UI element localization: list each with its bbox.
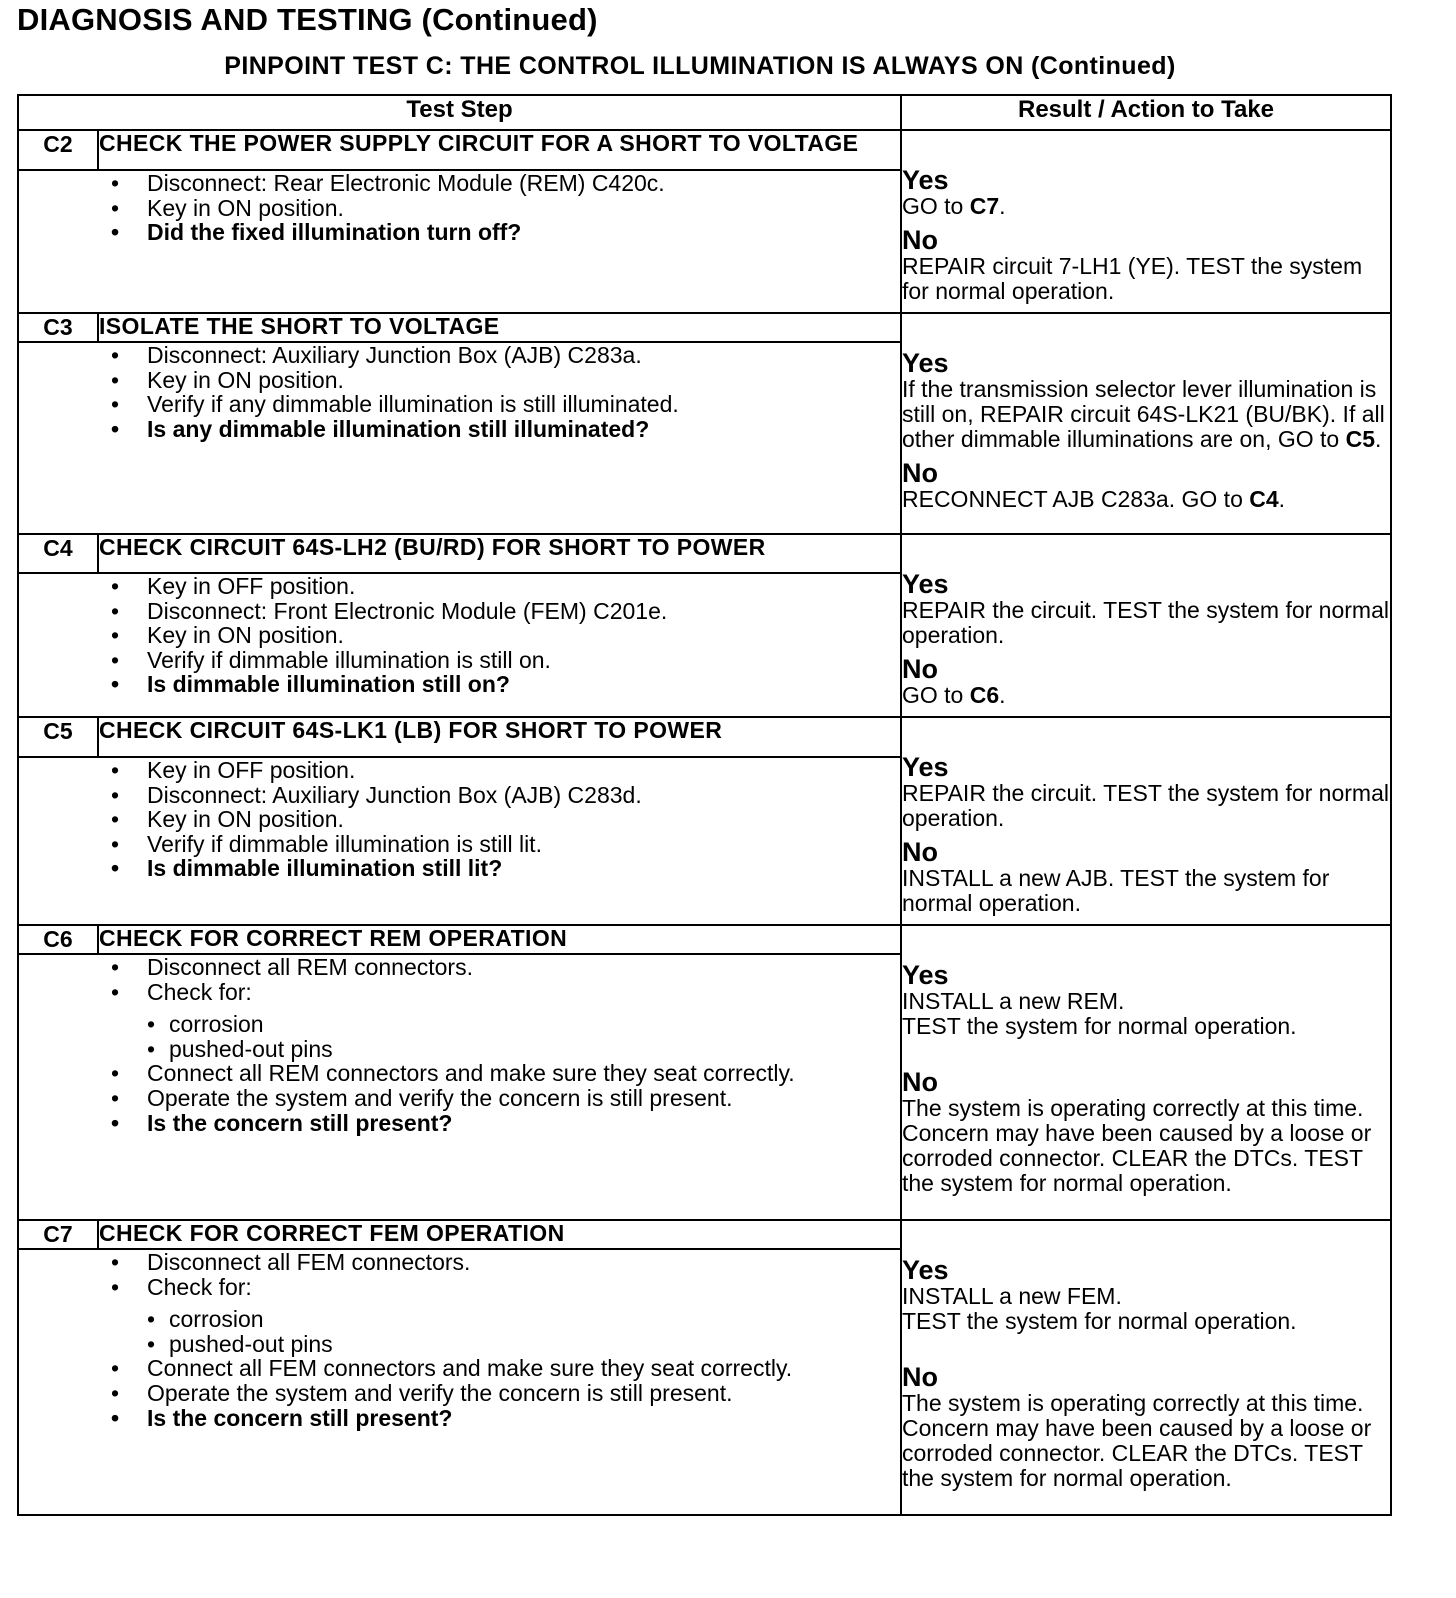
instruction-list: [19, 574, 900, 697]
yes-text: INSTALL a new REM.: [902, 988, 1125, 1014]
page-title: DIAGNOSIS AND TESTING (Continued): [17, 2, 598, 37]
result-yes: [902, 350, 1390, 452]
no-action: [902, 254, 1390, 304]
step-result: [901, 1220, 1391, 1515]
sub-bullet: [19, 1012, 900, 1037]
bullet-icon: •: [111, 1273, 120, 1300]
bullet-icon: •: [111, 366, 120, 393]
step-row-c3: [18, 313, 1391, 342]
result-yes: [902, 1257, 1390, 1334]
bullet-icon: •: [111, 597, 120, 624]
bullet-text: Check for:: [147, 978, 252, 1005]
bullet-icon: •: [111, 1404, 120, 1431]
step-instructions: [18, 573, 901, 717]
step-bullet: [19, 955, 900, 980]
no-action: [902, 1096, 1390, 1196]
step-instructions: [18, 342, 901, 534]
step-instructions: [18, 1249, 901, 1515]
yes-label: Yes: [902, 1255, 949, 1285]
step-title: CHECK FOR CORRECT REM OPERATION: [98, 925, 901, 954]
result-no: [902, 227, 1390, 304]
bullet-icon: •: [147, 1330, 156, 1357]
step-bullet: [19, 343, 900, 368]
bullet-text: Is any dimmable illumination still illuminated?: [147, 415, 650, 442]
instruction-list: [19, 955, 900, 1135]
sub-bullet-text: corrosion: [169, 1011, 264, 1038]
bullet-text: Is the concern still present?: [147, 1404, 453, 1431]
step-instructions: [18, 170, 901, 313]
bullet-icon: •: [111, 781, 120, 808]
step-bullet: [19, 1381, 900, 1406]
no-after: .: [1278, 486, 1286, 512]
step-instructions: [18, 954, 901, 1220]
result-yes: [902, 962, 1390, 1039]
bullet-text: Key in ON position.: [147, 806, 344, 833]
step-bullet: [19, 980, 900, 1005]
header-result-action: Result / Action to Take: [901, 95, 1391, 130]
step-bullet: [19, 832, 900, 857]
result-yes: [902, 167, 1390, 219]
bullet-icon: •: [111, 415, 120, 442]
bullet-text: Operate the system and verify the concern is still present.: [147, 1084, 733, 1111]
instruction-list: [19, 758, 900, 881]
yes-label: Yes: [902, 569, 949, 599]
step-bullet: [19, 758, 900, 783]
bullet-icon: •: [111, 855, 120, 882]
sub-bullet-text: pushed-out pins: [169, 1330, 333, 1357]
bullet-text: Disconnect: Rear Electronic Module (REM) C420c.: [147, 170, 665, 196]
no-action: [902, 487, 1390, 512]
no-text: The system is operating correctly at this time. Concern may have been caused by a loose or corroded connector. CLEAR the DTCs. TEST the system for normal operation.: [902, 1095, 1372, 1196]
sub-list-wrapper: [19, 1012, 900, 1061]
bullet-icon: •: [111, 1355, 120, 1382]
yes-text: REPAIR the circuit. TEST the system for normal operation.: [902, 780, 1389, 831]
step-id: C2: [18, 130, 98, 170]
instruction-list: [19, 1250, 900, 1430]
bullet-text: Operate the system and verify the concern is still present.: [147, 1379, 733, 1406]
bullet-icon: •: [111, 194, 120, 221]
step-row-c7: [18, 1220, 1391, 1249]
step-bullet: [19, 574, 900, 599]
step-bullet: [19, 807, 900, 832]
no-text: The system is operating correctly at this time. Concern may have been caused by a loose or corroded connector. CLEAR the DTCs. TEST the system for normal operation.: [902, 1390, 1372, 1491]
bullet-text: Is dimmable illumination still on?: [147, 671, 510, 698]
yes-label: Yes: [902, 165, 949, 195]
sub-bullet-list: [19, 1307, 900, 1356]
bullet-text: Check for:: [147, 1273, 252, 1300]
step-bullet: [19, 1406, 900, 1431]
yes-label: Yes: [902, 752, 949, 782]
no-after: .: [999, 682, 1006, 708]
no-label: No: [902, 225, 938, 255]
step-title: CHECK FOR CORRECT FEM OPERATION: [98, 1220, 901, 1249]
result-spacer: [902, 314, 1390, 350]
instruction-list: [19, 171, 900, 245]
step-row-c4: [18, 534, 1391, 573]
yes-step-ref: C5: [1345, 426, 1375, 452]
no-step-ref: C4: [1249, 486, 1279, 512]
step-bullet: [19, 623, 900, 648]
step-bullet: [19, 1275, 900, 1300]
step-bullet: [19, 1061, 900, 1086]
step-bullet: [19, 672, 900, 697]
step-row-c6: [18, 925, 1391, 954]
step-result: [901, 130, 1391, 313]
no-label: No: [902, 1362, 938, 1392]
yes-label: Yes: [902, 348, 949, 378]
yes-step-ref: C7: [969, 193, 1000, 219]
bullet-icon: •: [111, 170, 120, 196]
bullet-icon: •: [111, 622, 120, 649]
bullet-icon: •: [111, 573, 120, 599]
step-bullet: [19, 220, 900, 245]
yes-text-2: TEST the system for normal operation.: [902, 1013, 1297, 1039]
result-no: [902, 1069, 1390, 1196]
result-no: [902, 839, 1390, 916]
no-label: No: [902, 1067, 938, 1097]
yes-action: [902, 598, 1390, 648]
no-label: No: [902, 458, 938, 488]
step-result: [901, 534, 1391, 717]
instruction-list: [19, 343, 900, 441]
no-text: RECONNECT AJB C283a. GO to: [902, 486, 1250, 512]
step-title: CHECK CIRCUIT 64S-LK1 (LB) FOR SHORT TO POWER: [98, 717, 901, 757]
step-bullet: [19, 856, 900, 881]
step-row-c5: [18, 717, 1391, 757]
yes-text-2: TEST the system for normal operation.: [902, 1308, 1297, 1334]
step-bullet: [19, 1111, 900, 1136]
pinpoint-test-table: [17, 94, 1392, 1516]
result-no: [902, 1364, 1390, 1491]
bullet-icon: •: [111, 1109, 120, 1136]
step-bullet: [19, 1250, 900, 1275]
yes-text: REPAIR the circuit. TEST the system for normal operation.: [902, 597, 1389, 648]
pinpoint-test-title: PINPOINT TEST C: THE CONTROL ILLUMINATION IS ALWAYS ON (Continued): [224, 52, 1176, 80]
bullet-text: Key in ON position.: [147, 622, 344, 649]
bullet-text: Connect all FEM connectors and make sure they seat correctly.: [147, 1355, 793, 1382]
bullet-icon: •: [111, 391, 120, 418]
result-spacer: [902, 131, 1390, 167]
step-result: [901, 717, 1391, 925]
step-id: C7: [18, 1220, 98, 1249]
yes-after: .: [1375, 426, 1382, 452]
result-no: [902, 460, 1390, 512]
sub-bullet: [19, 1037, 900, 1062]
bullet-icon: •: [147, 1011, 156, 1038]
bullet-icon: •: [111, 830, 120, 857]
no-label: No: [902, 837, 938, 867]
bullet-text: Disconnect: Auxiliary Junction Box (AJB) C283d.: [147, 781, 642, 808]
step-title: CHECK THE POWER SUPPLY CIRCUIT FOR A SHORT TO VOLTAGE: [98, 130, 901, 170]
bullet-text: Is dimmable illumination still lit?: [147, 855, 503, 882]
step-bullet: [19, 783, 900, 808]
bullet-icon: •: [111, 1379, 120, 1406]
sub-bullet-text: pushed-out pins: [169, 1035, 333, 1062]
sub-bullet: [19, 1307, 900, 1332]
yes-after: .: [999, 193, 1006, 219]
step-bullet: [19, 599, 900, 624]
step-id: C6: [18, 925, 98, 954]
result-spacer: [902, 926, 1390, 962]
sub-bullet-list: [19, 1012, 900, 1061]
step-row-c2: [18, 130, 1391, 170]
bullet-text: Disconnect: Front Electronic Module (FEM) C201e.: [147, 597, 668, 624]
bullet-text: Did the fixed illumination turn off?: [147, 219, 522, 246]
bullet-icon: •: [111, 806, 120, 833]
result-spacer: [902, 718, 1390, 754]
yes-label: Yes: [902, 960, 949, 990]
bullet-text: Verify if dimmable illumination is still lit.: [147, 830, 542, 857]
step-instructions: [18, 757, 901, 925]
yes-action: [902, 377, 1390, 452]
bullet-icon: •: [111, 1249, 120, 1275]
bullet-icon: •: [111, 1084, 120, 1111]
yes-text: If the transmission selector lever illumination is still on, REPAIR circuit 64S-LK21 (BU/BK). If all other dimmable illuminations are on, GO to: [902, 376, 1385, 452]
step-id: C3: [18, 313, 98, 342]
step-id: C4: [18, 534, 98, 573]
step-bullet: [19, 1086, 900, 1111]
bullet-text: Disconnect: Auxiliary Junction Box (AJB) C283a.: [147, 342, 642, 368]
step-bullet: [19, 171, 900, 196]
step-bullet: [19, 368, 900, 393]
result-spacer: [902, 1221, 1390, 1257]
no-action: [902, 683, 1390, 708]
bullet-text: Disconnect all REM connectors.: [147, 954, 473, 980]
step-bullet: [19, 392, 900, 417]
no-text: INSTALL a new AJB. TEST the system for normal operation.: [902, 865, 1330, 916]
no-text: GO to: [902, 682, 970, 708]
bullet-text: Verify if any dimmable illumination is still illuminated.: [147, 391, 679, 418]
bullet-icon: •: [111, 671, 120, 698]
step-bullet: [19, 1356, 900, 1381]
bullet-icon: •: [111, 219, 120, 246]
step-result: [901, 313, 1391, 534]
sub-bullet-text: corrosion: [169, 1306, 264, 1333]
bullet-text: Key in OFF position.: [147, 757, 356, 783]
yes-action: [902, 1284, 1390, 1309]
bullet-text: Verify if dimmable illumination is still on.: [147, 646, 551, 673]
yes-action: [902, 989, 1390, 1014]
yes-text: GO to: [902, 193, 970, 219]
header-test-step: Test Step: [18, 95, 901, 130]
bullet-text: Key in ON position.: [147, 366, 344, 393]
no-step-ref: C6: [969, 682, 1000, 708]
bullet-text: Connect all REM connectors and make sure they seat correctly.: [147, 1060, 795, 1087]
step-id: C5: [18, 717, 98, 757]
bullet-icon: •: [111, 342, 120, 368]
step-title: CHECK CIRCUIT 64S-LH2 (BU/RD) FOR SHORT TO POWER: [98, 534, 901, 573]
bullet-icon: •: [111, 646, 120, 673]
no-action: [902, 866, 1390, 916]
no-label: No: [902, 654, 938, 684]
result-yes: [902, 571, 1390, 648]
bullet-text: Key in OFF position.: [147, 573, 356, 599]
result-spacer: [902, 535, 1390, 571]
no-text: REPAIR circuit 7-LH1 (YE). TEST the system for normal operation.: [902, 253, 1363, 304]
step-title: ISOLATE THE SHORT TO VOLTAGE: [98, 313, 901, 342]
result-yes: [902, 754, 1390, 831]
bullet-text: Disconnect all FEM connectors.: [147, 1249, 471, 1275]
bullet-text: Is the concern still present?: [147, 1109, 453, 1136]
result-no: [902, 656, 1390, 708]
bullet-icon: •: [147, 1035, 156, 1062]
yes-action: [902, 781, 1390, 831]
bullet-icon: •: [111, 978, 120, 1005]
no-action: [902, 1391, 1390, 1491]
step-result: [901, 925, 1391, 1220]
sub-bullet: [19, 1332, 900, 1357]
sub-list-wrapper: [19, 1307, 900, 1356]
step-bullet: [19, 417, 900, 442]
bullet-text: Key in ON position.: [147, 194, 344, 221]
yes-text: INSTALL a new FEM.: [902, 1283, 1122, 1309]
bullet-icon: •: [111, 757, 120, 783]
bullet-icon: •: [147, 1306, 156, 1333]
step-bullet: [19, 196, 900, 221]
bullet-icon: •: [111, 1060, 120, 1087]
bullet-icon: •: [111, 954, 120, 980]
step-bullet: [19, 648, 900, 673]
yes-action: [902, 194, 1390, 219]
